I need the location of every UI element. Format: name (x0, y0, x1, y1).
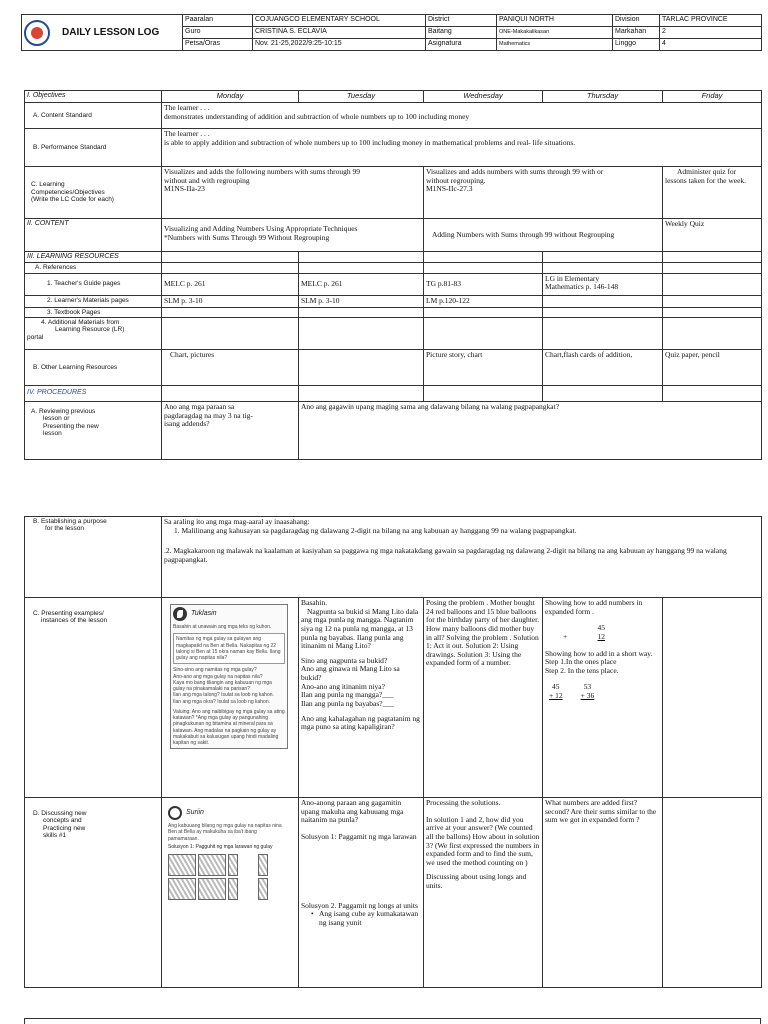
content-standard-text: The learner . . . demonstrates understanding of addition and subtraction of whole numbers up to 100 including money (162, 103, 762, 129)
subject-value: Mathematics (497, 39, 613, 51)
additional-materials-label: 4. Additional Materials from Learning Resource (LR) portal (25, 317, 162, 349)
competencies-friday: Administer quiz for lessons taken for the week. (663, 167, 762, 219)
header-table (21, 14, 762, 51)
vegetable-drawings (168, 854, 286, 900)
page-title: DAILY LESSON LOG (62, 26, 160, 38)
teacher-value: CRISTINA S. ECLAVIA (253, 27, 426, 39)
lm-tuesday: SLM p. 3-10 (299, 295, 424, 307)
lesson-table-2 (24, 516, 762, 988)
content-friday: Weekly Quiz (663, 219, 762, 252)
deped-seal-icon (24, 20, 50, 46)
textbook-pages-label: 3. Textbook Pages (25, 307, 162, 317)
magnifier-icon (168, 806, 182, 820)
presenting-tuesday: Basahin. Nagpunta sa bukid si Mang Lito dala ang mga punla ng mangga. Nagtanim siya ng 12 na punla ng mangga, at 13 punla ng bayabas. Ilang punla ang itinanim ni Mang Lito? Sino ang nagpunta sa bukid? Ano ang ginawa ni Mang Lito sa bukid? Ano-ano ang itinanim niya? Ilan ang punla ng mangga?___ Ilan ang punla ng bayabas?___ Ano ang kahalagahan ng pagtatanim ng mga puno sa ating kapaligiran? (299, 598, 424, 798)
school-label: Paaralan (183, 15, 253, 27)
tg-thursday: LG in Elementary Mathematics p. 146-148 (543, 273, 663, 295)
quarter-value: 2 (660, 27, 762, 39)
presenting-thursday: Showing how to add numbers in expanded form . 45 + 12 Showing how to add in a short way. Step 1.In the ones place Step 2. In the tens place. 45 + 12 53 + 36 (543, 598, 663, 798)
next-table-edge (24, 1018, 761, 1024)
resources-heading: III. LEARNING RESOURCES (25, 252, 162, 263)
competencies-label: C. Learning Competencies/Objectives (Write the LC Code for each) (25, 167, 162, 219)
teacher-label: Guro (183, 27, 253, 39)
district-value: PANIQUI NORTH (497, 15, 613, 27)
school-value: COJUANGCO ELEMENTARY SCHOOL (253, 15, 426, 27)
subject-label: Asignatura (426, 39, 497, 51)
week-value: 4 (660, 39, 762, 51)
reviewing-monday: Ano ang mga paraan sa pagdaragdag na may 3 na tig-isang addends? (162, 401, 299, 459)
establishing-purpose-text: Sa araling ito ang mga mag-aaral ay inaasahang: 1. Malilinang ang kahusayan sa pagdaragdag ng dalawang 2-digit na bilang na ang kabuuan ay hanggang 99 na walang pagpapangkat. .2. Magkakaroon ng malawak na kaalaman at kasiyahan sa paggawa ng mga nakatakdang gawain sa pagdaragdag ng dalawang 2-digit na bilang na ang kabuuan ay hanggang 99 na walang pagpapangkat. (162, 517, 762, 598)
other-resources-label: B. Other Learning Resources (25, 349, 162, 385)
competencies-wednesday: Visualizes and adds numbers with sums through 99 with or without regrouping. M1NS-IIc-27.3 (424, 167, 663, 219)
lesson-table-1 (24, 90, 762, 460)
day-wednesday: Wednesday (424, 91, 543, 103)
lm-wednesday: LM p.120-122 (424, 295, 543, 307)
reviewing-tuesday: Ano ang gagawin upang maging sama ang dalawang bilang na walang pagpapangkat? (299, 401, 762, 459)
grade-value: ONE-Makakalikasan (497, 27, 613, 39)
discussing-concepts-label: D. Discussing new concepts and Practicing new skills #1 (25, 798, 162, 988)
division-label: Division (613, 15, 660, 27)
discussing-thursday: What numbers are added first?second? Are their sums similar to the sum we got in expanded form ? (543, 798, 663, 988)
suriin-module-image: Suriin Ang kabuuang bilang ng mga gulay na napitas nina Ben at Bella ay makukuha sa iba't ibang pamamaraan. Solusyon 1: Pagguhit ng mga larawan ng gulay (166, 804, 288, 902)
content-monday: Visualizing and Adding Numbers Using Appropriate Techniques *Numbers with Sums Through 99 Without Regrouping (162, 219, 424, 252)
tg-wednesday: TG p.81-83 (424, 273, 543, 295)
day-monday: Monday (162, 91, 299, 103)
tg-monday: MELC p. 261 (162, 273, 299, 295)
performance-standard-text: The learner . . . is able to apply addition and subtraction of whole numbers up to 100 including money in mathematical problems and real- life situations. (162, 129, 762, 167)
discussing-wednesday: Processing the solutions. In solution 1 and 2, how did you arrive at your answer? (We counted all the ballons) How about in solution 3? (We first expressed the numbers in expanded form and to find the sum, we used the method counting on ) Discussing about using longs and units. (424, 798, 543, 988)
leaf-icon (173, 607, 187, 621)
discussing-monday (162, 798, 299, 988)
competencies-monday: Visualizes and adds the following numbers with sums through 99 without and with regrouping M1NS-IIa-23 (162, 167, 424, 219)
content-standard-label: A. Content Standard (25, 103, 162, 129)
establishing-purpose-label: B. Establishing a purpose for the lesson (25, 517, 162, 598)
week-label: Linggo (613, 39, 660, 51)
learners-materials-label: 2. Learner's Materials pages (25, 295, 162, 307)
day-friday: Friday (663, 91, 762, 103)
date-value: Nov. 21-25,2022/9:25-10:15 (253, 39, 426, 51)
references-label: A. References (25, 263, 162, 273)
day-thursday: Thursday (543, 91, 663, 103)
presenting-monday (162, 598, 299, 798)
content-wednesday: Adding Numbers with Sums through 99 without Regrouping (424, 219, 663, 252)
discussing-tuesday: Ano-anong paraan ang gagamitin upang makuha ang kabuuang mga naitanim na punla? Solusyon 1: Paggamit ng mga larawan Solusyon 2. Paggamit ng longs at units • Ang isang cube ay kumakatawan ng isang yunit (299, 798, 424, 988)
date-label: Petsa/Oras (183, 39, 253, 51)
content-heading: II. CONTENT (25, 219, 162, 252)
performance-standard-label: B. Performance Standard (25, 129, 162, 167)
objectives-heading: I. Objectives (25, 91, 162, 103)
tuklasin-module-image: Tuklasin Basahin at unawain ang mga teks ng kuhon. Namitas ng mga gulay sa gulayan ang magkapatid na Ben at Bella. Nakapitas ng 22 talong si Ben at 15 okra naman kay Bella. Ilang gulay ang napitas nila? Sino-sino ang namitas ng mga gulay? Ano-ano ang mga gulay na napitas nila? Kaya mo bang tiliangin ang kabuuan ng mga gulay na pinakamalaki na parisan? Ilan ang mga talong? Isulat sa loob ng kahon. Ilan ang mga okra? Isulat sa loob ng kahon. Valuing: Ano ang naibibigay ng mga gulay sa ating katawan? *Ang mga gulay ay pangunahing pinagkukunan ng bitamina at mineral para sa katawan. Ang madalas na pagkain ng gulay ay makakabuti sa kalusugan upang hindi madaling kapitan ng sakit. (170, 604, 288, 749)
other-friday: Quiz paper, pencil (663, 349, 762, 385)
tg-tuesday: MELC p. 261 (299, 273, 424, 295)
presenting-examples-label: C. Presenting examples/ instances of the lesson (25, 598, 162, 798)
other-wednesday: Picture story, chart (424, 349, 543, 385)
grade-label: Baitang (426, 27, 497, 39)
quarter-label: Markahan (613, 27, 660, 39)
presenting-wednesday: Posing the problem . Mother bought 24 red balloons and 15 blue balloons for the birthday party of her daughter. How many balloons did mother buy in all? Solving the problem . Solution 1: Act it out. Solution 2: Using drawings. Solution 3: Using the expanded form of a number. (424, 598, 543, 798)
teachers-guide-label: 1. Teacher's Guide pages (25, 273, 162, 295)
division-value: TARLAC PROVINCE (660, 15, 762, 27)
other-monday: Chart, pictures (162, 349, 299, 385)
procedures-heading: IV. PROCEDURES (25, 385, 162, 401)
other-thursday: Chart,flash cards of addition, (543, 349, 663, 385)
day-tuesday: Tuesday (299, 91, 424, 103)
header-logo-title (22, 15, 183, 51)
lm-monday: SLM p. 3-10 (162, 295, 299, 307)
reviewing-previous-label: A. Reviewing previous lesson or Presenting the new lesson (25, 401, 162, 459)
district-label: District (426, 15, 497, 27)
